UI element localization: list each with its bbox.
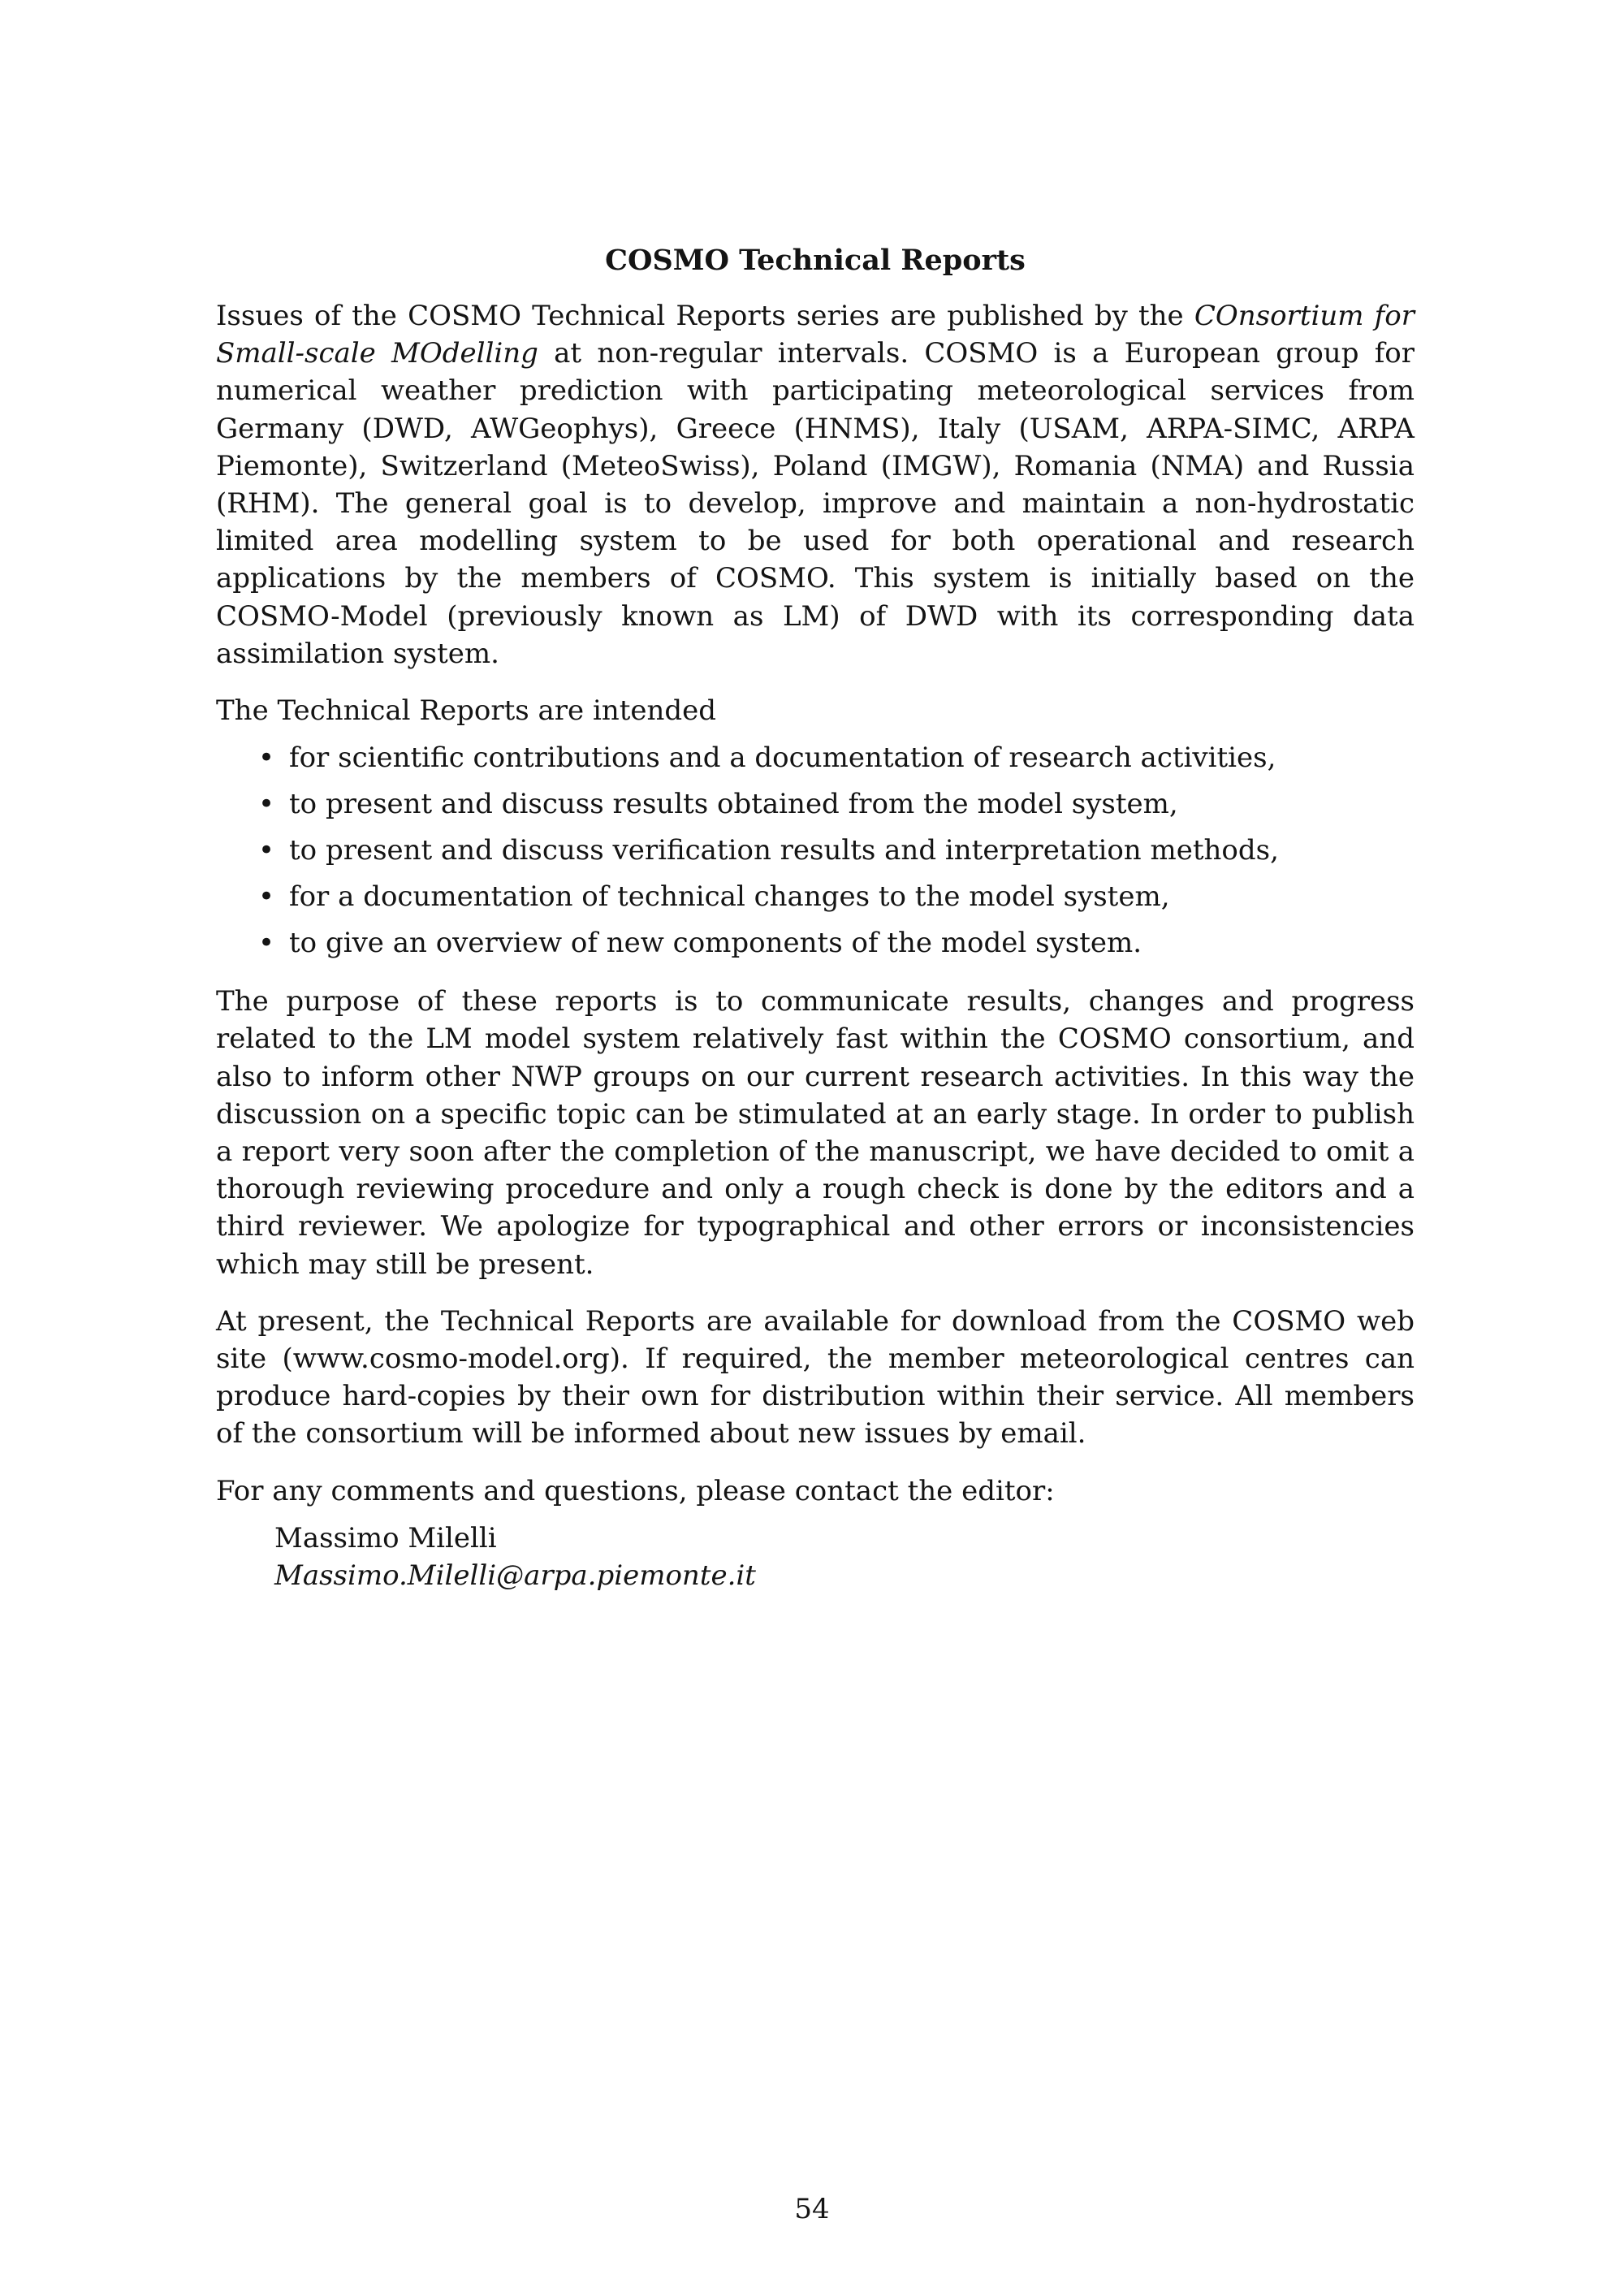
list-item-text: for a documentation of technical changes to the model system, [289,880,1170,914]
list-item [216,878,1415,915]
purpose-paragraph: The purpose of these reports is to communicate results, changes and progress related to the LM model system relatively fast within the COSMO consortium, and also to inform other NWP groups on our current research activities. In this way the discussion on a specific topic can be stimulated at an early stage. In order to publish a report very soon after the completion of the manuscript, we have decided to omit a thorough reviewing procedure and only a rough check is done by the editors and a third reviewer. We apologize for typographical and other errors or inconsistencies which may still be present. [216,985,1415,1281]
editor-email: Massimo.Milelli@arpa.piemonte.it [274,1559,756,1593]
bullet-icon: • [258,834,275,867]
page-number: 54 [794,2193,830,2225]
intro-paragraph [216,297,1415,672]
page-content [216,242,1415,1594]
intro-text-end: at non-regular intervals. COSMO is a European group for numerical weather prediction with participating meteorological services from Germany (DWD, AWGeophys), Greece (HNMS), Italy (USAM, ARPA-SIMC, ARPA Piemonte), Switzerland (MeteoSwiss), Poland (IMGW), Romania (NMA) and Russia (RHM). The general goal is to develop, improve and maintain a non-hydrostatic limited area modelling system to be used for both operational and research applications by the members of COSMO. This system is initially based on the COSMO-Model (previously known as LM) of DWD with its corresponding data assimilation system. [216,337,1415,670]
bullet-icon: • [258,880,275,914]
list-item-text: to present and discuss results obtained from the model system, [289,788,1178,821]
bullet-icon: • [258,927,275,960]
list-item [216,832,1415,869]
contact-lead: For any comments and questions, please contact the editor: [216,1474,1055,1507]
bullet-list [216,739,1415,962]
intended-lead: The Technical Reports are intended [216,694,717,728]
consortium-name: COnsortium for Small-scale MOdelling [216,300,1415,370]
bullet-icon: • [258,742,275,775]
availability-paragraph: At present, the Technical Reports are available for download from the COSMO web site (www.cosmo-model.org). If required, the member meteorological centres can produce hard-copies by their own for distribution within their service. All members of the consortium will be informed about new issues by email. [216,1304,1415,1451]
list-item-text: for scientific contributions and a documentation of research activities, [289,742,1276,775]
list-item [216,924,1415,962]
list-item [216,785,1415,823]
page-title: COSMO Technical Reports [605,244,1026,277]
list-item [216,739,1415,776]
intro-text-start: Issues of the COSMO Technical Reports series are published by the [216,300,1194,332]
editor-name: Massimo Milelli [274,1521,497,1554]
list-item-text: to give an overview of new components of the model system. [289,927,1142,960]
editor-contact [274,1520,1415,1594]
bullet-icon: • [258,788,275,821]
list-item-text: to present and discuss verification results and interpretation methods, [289,834,1279,867]
